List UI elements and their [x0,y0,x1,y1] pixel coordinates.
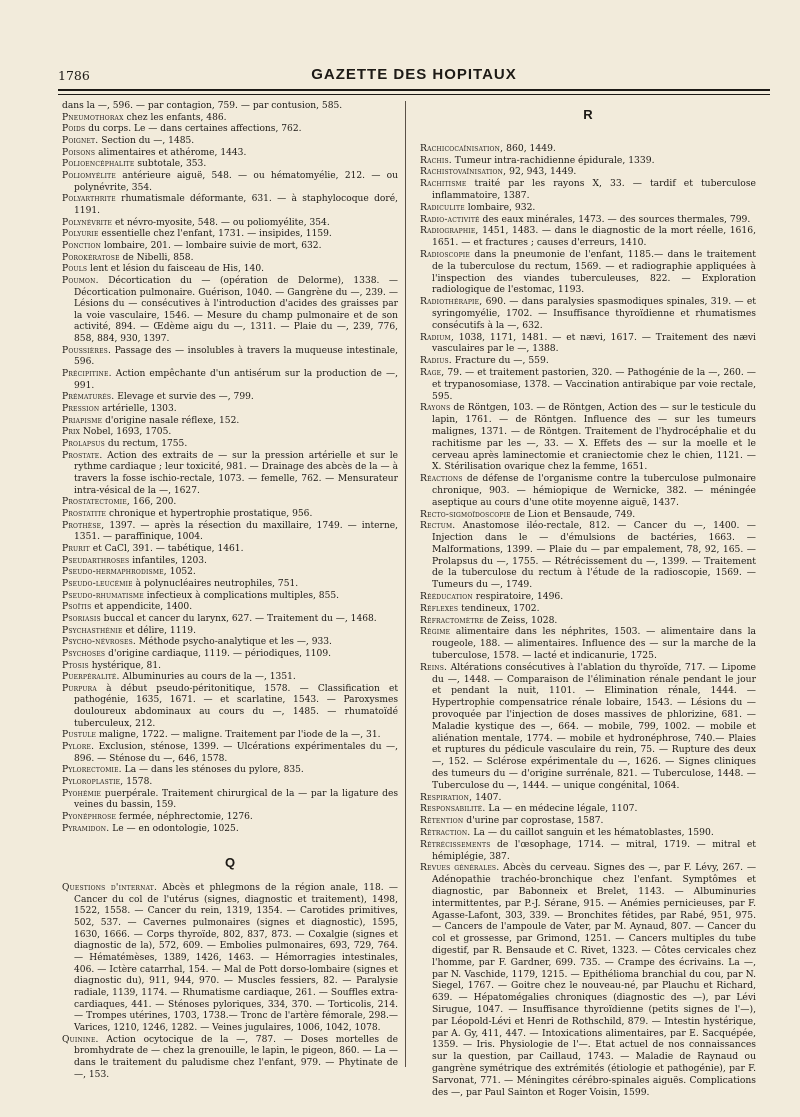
column-divider [405,101,406,1067]
entry-text: dans la pneumonie de l'enfant, 1185.— dans le traitement de la tuberculose du rectum, 1569. — et radiographie appliquées à l'inspection des viandes tuberculeuses, 822. — Exploration radiologique de l'estomac, 1193. [432,248,756,296]
entry-keyword: Rayons [420,402,451,414]
entry-text: du rectum, 1755. [105,439,188,450]
entry-keyword: Pression [62,404,100,415]
entry-text: Méthode psycho-analytique et les —, 933. [136,637,332,648]
entry-text: lombaire, 932. [464,201,536,213]
entry-keyword: Psoïtis [62,602,92,613]
index-entry [62,194,398,217]
entry-text: d'origine nasale réflexe, 152. [102,415,240,426]
index-entry [420,662,756,792]
entry-keyword: Réflexes [420,602,459,614]
entry-text: de Röntgen, 103. — de Röntgen, Action des — sur le testicule du lapin, 1761. — de Röntgen. Influence des — sur les tumeurs malignes, 1371. — de Röntgen. Traitement de l'hydrocéphalie et du rachitisme par les —, 33. — X. Effets des — sur la moelle et le cerveau après laminectomie et craniectomie chez le chien, 1121. — X. Stérilisation ovarique chez la femme, 1651. [432,402,756,473]
index-entry [62,883,398,1035]
index-entry [420,202,756,214]
index-entry [62,544,398,556]
index-entry [420,862,756,1098]
header-rule-thick [58,89,770,91]
right-entries [420,143,756,1099]
index-entry [420,296,756,331]
index-entry [62,626,398,638]
entry-keyword: Pyramidon. [62,823,110,834]
entry-keyword: Poussières. [62,345,112,356]
index-entry [62,124,398,136]
entry-text: 860, 1449. [503,142,556,154]
index-entry [62,427,398,439]
index-entry [62,509,398,521]
entry-keyword: Pyohémie [62,788,102,799]
entry-text: et appendicite, 1400. [91,602,193,613]
entry-keyword: Prématurés. [62,392,115,403]
entry-text: de Lion et Bensaude, 749. [510,508,636,520]
index-entry [420,615,756,627]
index-entry [420,166,756,178]
entry-text: Action empêchante d'un antisérum sur la production de —, 991. [74,369,398,391]
entry-text: Action ocytocique de la —, 787. — Doses mortelles de bromhydrate de — chez la grenouille, le lapin, le pigeon, 860. — La — dans le traitement du paludisme chez l'enfant, 979. — Phytinate de —, 153. [74,1034,398,1080]
index-entry [62,404,398,416]
entry-keyword: Ptosis [62,660,89,671]
entry-keyword: Respiration, [420,791,473,803]
index-entry [62,661,398,673]
entry-text: infantiles, 1203. [129,555,207,566]
index-entry [420,792,756,804]
entry-text: Nobel, 1693, 1705. [80,427,172,438]
entry-text: 92, 943, 1449. [506,166,577,178]
running-title: GAZETTE DES HOPITAUX [311,66,517,83]
entry-keyword: Recto-sigmoïdoscopie [420,508,511,520]
entry-keyword: Radio-activité [420,213,480,225]
entry-text: des eaux minérales, 1473. — des sources thermales, 799. [479,213,751,225]
entry-keyword: Radius. [420,355,452,367]
index-entry [420,520,756,591]
entry-keyword: Régime [420,626,451,638]
index-entry [62,556,398,568]
section-heading-r: R [583,107,593,122]
entry-text: Abcès du cerveau. Signes des —, par F. Lévy, 267. — Adénopathie trachéo-bronchique chez l'enfant. Symptômes et diagnostic, par Babonneix et Brelet, 1143. — Albuminuries intermittentes, par P.-J. Sérane, 915. — Anémies pernicieuses, par F. Agasse-Lafont, 303, 339. — Bronchites fétides, par Rabé, 951, 975. — Cancers de l'ampoule de Vater, par M. Aynaud, 807. — Cancer du col et grossesse, par Grimond, 1251. — Cancers multiples du tube digestif, par R. Bensaude et C. Rivet, 1323. — Côtes cervicales chez l'homme, par F. Gardner, 699. 735. — Crampe des écrivains. La —, par N. Vaschide, 1179, 1215. — Epithélioma branchial du cou, par N. Siegel, 1767. — Goitre chez le nouveau-né, par Plauchu et Richard, 639. — Hépatomégalies chroniques (diagnostic des —), par Lévi Sirugue, 1047. — Insuffisance thyroïdienne (petits signes de l'—), par Léopold-Lévi et Henri de Rothschild, 879. — Intestin hystérique, par A. Gy, 411, 447. — Intoxications alimentaires, par E. Sacquépée, 1359. — Iris. Physiologie de l'—. Etat actuel de nos connaissances sur la question, par Caillaud, 1743. — Maladie de Raynaud ou gangrène symétrique des extrémités (étiologie et pathogénie), par F. Sarvonat, 771. — Méningites cérébro-spinales aiguës. Complications des —, par Paul Sainton et Roger Voisin, 1599. [432,862,757,1098]
entry-text: hystérique, 81. [88,660,161,671]
entry-keyword: Rachicocaïnisation, [420,142,504,154]
entry-text: alimentaire dans les néphrites, 1503. — alimentaire dans la rougeole, 188. — alimentaires. Influence des — sur la marche de la tuberculose, 1578. — lacté et indicanurie, 1725. [432,626,756,662]
left-entries [62,101,398,835]
index-entry [420,603,756,615]
entry-keyword: Ponction [62,240,102,251]
entry-keyword: Psycho-névroses. [62,637,136,648]
entry-text: 690. — dans paralysies spasmodiques spinales, 319. — et syringomyélie, 1702. — Insuffisance thyroïdienne et rhumatismes consécutifs à la —, 632. [432,296,756,331]
entry-keyword: Rectum. [420,520,456,532]
q-entries [62,883,398,1081]
index-entry [420,402,756,473]
entry-text: Section du —, 1485. [98,135,195,146]
entry-keyword: Psychoses [62,648,106,659]
entry-text: 1052. [166,567,196,578]
entry-keyword: Poumon. [62,275,99,286]
index-entry [62,439,398,451]
entry-text: alimentaires et athérome, 1443. [95,147,247,158]
entry-keyword: Prostatite [62,508,107,519]
entry-keyword: Poignet. [62,135,99,146]
index-entry [62,765,398,777]
entry-text: chez les enfants, 486. [123,112,227,123]
entry-keyword: Polyarthrite [62,194,116,205]
entry-text: Elevage et survie des —, 799. [114,392,254,403]
entry-text: Le — en odontologie, 1025. [109,823,239,834]
entry-keyword: Pylore. [62,742,95,753]
entry-keyword: Prolapsus [62,439,105,450]
entry-text: 166, 200. [130,497,177,508]
entry-text: maligne, 1722. — maligne. Traitement par l'iode de la —, 31. [96,730,381,741]
entry-keyword: Réfractomètre [420,614,484,626]
header-rule-thin [58,94,770,95]
entry-text: et CaCl, 391. — tabétique, 1461. [89,543,244,554]
entry-keyword: Prothèse, [62,520,105,531]
entry-keyword: Responsabilité. [420,803,486,815]
index-entry [62,229,398,241]
index-entry [420,473,756,508]
entry-keyword: Prostate. [62,450,103,461]
index-entry [420,249,756,296]
entry-keyword: Radium, [420,331,454,343]
entry-keyword: Priapisme [62,415,103,426]
entry-text: à début pseudo-péritonitique, 1578. — Classification et pathogénie, 1635, 1671. — et scarlatine, 1543. — Paroxysmes douloureux abdominaux au cours du —, 1485. — rhumatoïdé tuberculeux, 212. [74,683,398,729]
entry-text: Albuminuries au cours de la —, 1351. [119,672,296,683]
entry-keyword: Quinine. [62,1034,99,1045]
entry-keyword: Pseudo-hermaphrodisme, [62,567,167,578]
entry-keyword: Poliomyélite [62,170,116,181]
entry-keyword: Purpura [62,683,97,694]
entry-text: traité par les rayons X, 33. — tardif et tuberculose inflammatoire, 1387. [432,178,756,201]
right-column [420,101,756,1098]
index-entry [62,264,398,276]
index-entry [420,626,756,661]
index-entry [62,824,398,836]
entry-text: Abcès et phlegmons de la région anale, 118. — Cancer du col de l'utérus (signes, diagnostic et traitement), 1498, 1522, 1558. — Cancer du rein, 1319, 1354. — Carotides primitives, 502, 537. — Cavernes pulmonaires (signes et diagnostic), 1595, 1630, 1666. — Corps thyroïde, 802, 837, 873. — Coxalgie (signes et diagnostic de la), 572, 609. — Embolies pulmonaires, 693, 729, 764. — Hématémèses, 1389, 1426, 1463. — Hémorragies intestinales, 406. — Ictère catarrhal, 154. — Mal de Pott dorso-lombaire (signes et diagnostic du), 911, 944, 970. — Muscles fessiers, 82. — Paralysie radiale, 1139, 1174. — Rhumatisme cardiaque, 261. — Souffles extra-cardiaques, 441. — Sténoses pyloriques, 334, 370. — Torticolis, 214. — Trompes utérines, 1703, 1738.— Tronc de l'artère fémorale, 298.— Varices, 1210, 1246, 1282. — Veines jugulaires, 1006, 1042, 1078. [74,883,398,1033]
entry-keyword: Polynévrite [62,217,113,228]
page-number: 1786 [58,68,90,83]
entry-keyword: Rage, [420,366,445,378]
index-entry [62,253,398,265]
index-entry [62,171,398,194]
index-entry [420,839,756,863]
entry-keyword: Radiculite [420,201,465,213]
index-entry [62,392,398,404]
index-entry [420,178,756,202]
entry-text: de l'œsophage, 1714. — mitral, 1719. — mitral et hémiplégie, 387. [432,838,756,862]
index-entry [62,148,398,160]
entry-keyword: Polyurie [62,229,99,240]
entry-keyword: Pustule [62,730,97,741]
entry-keyword: Poids [62,124,86,135]
entry-text: antérieure aiguë, 548. — ou hématomyélie, 212. — ou polynévrite, 354. [74,170,398,193]
entry-text: Action des extraits de — sur la pression artérielle et sur le rythme cardiaque ; leur toxicité, 981. — Drainage des abcès de la — à travers la fosse ischio-rectale, 1073. — femelle, 762. — Mensurateur intra-vésical de la —, 1627. [74,450,398,496]
entry-text: Tumeur intra-rachidienne épidurale, 1339. [451,154,655,166]
entry-text: La — du caillot sanguin et les hématoblastes, 1590. [470,827,714,839]
entry-text: 1397. — après la résection du maxillaire, 1749. — interne, 1351. — paraffinique, 1004. [74,520,398,543]
index-entry [62,113,398,125]
entry-text: rhumatismale déformante, 631. — à staphylocoque doré, 1191. [74,194,398,216]
entry-text: de Zeiss, 1028. [483,614,558,626]
entry-text: lombaire, 201. — lombaire suivie de mort, 632. [101,240,322,251]
entry-keyword: Rachitisme [420,178,467,190]
entry-text: essentielle chez l'enfant, 1731. — insipides, 1159. [98,229,332,240]
entry-text: lent et lésion du faisceau de His, 140. [87,264,265,275]
index-entry [62,730,398,742]
index-entry [62,684,398,731]
entry-text: du corps. Le — dans certaines affections, 762. [85,124,302,135]
entry-keyword: Rétention [420,815,464,827]
entry-text: buccal et cancer du larynx, 627. — Traitement du —, 1468. [100,613,377,624]
entry-keyword: Revues générales. [420,862,500,874]
index-entry [62,602,398,614]
index-entry [420,332,756,356]
entry-keyword: Pseudarthroses [62,555,130,566]
entry-text: et délire, 1119. [122,625,196,636]
entry-keyword: Pseudo-rhumatisme [62,590,144,601]
entry-keyword: Radioscopie [420,248,470,260]
entry-keyword: Psoriasis [62,613,101,624]
entry-keyword: Rachis. [420,154,452,166]
entry-keyword: Prix [62,427,81,438]
entry-keyword: Reins. [420,661,448,673]
entry-text: 1578. [123,777,153,788]
entry-text: Exclusion, sténose, 1399. — Ulcérations expérimentales du —, 896. — Sténose du —, 646, 1578. [74,742,398,764]
entry-keyword: Rachistovaïnisation, [420,166,507,178]
entry-text: subtotale, 353. [134,159,207,170]
entry-keyword: Réactions [420,473,463,485]
index-entry [420,225,756,249]
index-entry [62,497,398,509]
index-entry [62,789,398,812]
entry-text: chronique et hypertrophie prostatique, 956. [106,508,313,519]
index-entry [62,777,398,789]
index-entry [420,591,756,603]
entry-text: et névro-myosite, 548. — ou poliomyélite, 354. [112,217,330,228]
index-entry [62,136,398,148]
entry-text: La — dans les sténoses du pylore, 835. [121,765,304,776]
entry-text: 1038, 1171, 1481. — et nævi, 1617. — Traitement des nævi vasculaires par le —, 1388. [432,331,756,355]
entry-text: Fracture du —, 559. [451,355,549,367]
entry-text: fermée, néphrectomie, 1276. [116,812,253,823]
index-entry [420,355,756,367]
index-entry [62,649,398,661]
entry-keyword: Prurit [62,543,90,554]
index-entry [62,812,398,824]
entry-keyword: Précipitine. [62,369,112,380]
entry-text: dans la —, 596. — par contagion, 759. — par contusion, 585. [62,101,343,111]
left-column [62,101,398,1081]
entry-text: d'origine cardiaque, 1119. — périodiques, 1109. [105,648,332,659]
entry-text: Décortication du — (opération de Delorme), 1338. — Décortication pulmonaire. Guérison, 1040. — Gangrène du —, 239. — Lésions du — consécutives à l'introduction d'acides des graisses par la voie vasculaire, 1546. — Mesure du champ pulmonaire et de son activité, 894. — Œdème aigu du —, 1311. — Plaie du —, 239, 776, 858, 884, 930, 1397. [74,275,398,345]
entry-keyword: Pylorectomie. [62,765,122,776]
index-entry [62,1035,398,1082]
index-entry [420,803,756,815]
index-entry [420,143,756,155]
entry-keyword: Poisons [62,147,96,158]
index-entry [62,637,398,649]
entry-text: 1407. [472,791,502,803]
index-entry [62,218,398,230]
entry-text: infectieux à complications multiples, 855. [143,590,340,601]
entry-text: Altérations consécutives à l'ablation du thyroïde, 717. — Lipome du —, 1448. — Comparaison de l'élimination rénale pendant le jour et pendant la nuit, 1101. — Elimination rénale, 1444. — Hypertrophie compensatrice rénale lobaire, 1543. — Lésions du — provoquée par l'injection de doses massives de phlorizine, 681. — Maladie kystique des —, 664. — mobile, 799, 1002. — mobile et aliénation mentale, 1774. — mobile et hydronéphrose, 740.— Plaies et ruptures du pédicule vasculaire du rein, 75. — Rupture des deux —, 152. — Sclérose expérimentale du —, 1626. — Signes cliniques des tumeurs du — d'origine surrénale, 821. — Tuberculose, 1448. — Tuberculose du —, 1444. — unique congénital, 1064. [432,661,756,791]
entry-text: respiratoire, 1496. [472,591,564,603]
index-entry [62,614,398,626]
entry-keyword: Porokératose [62,252,120,263]
entry-text: puerpérale. Traitement chirurgical de la — par la ligature des veines du bassin, 159. [74,788,398,811]
entry-keyword: Rétraction. [420,827,471,839]
entry-keyword: Pyonéphrose [62,812,117,823]
entry-keyword: Radiothérapie, [420,296,483,308]
page-header [58,62,770,88]
index-entry [62,579,398,591]
index-entry [62,672,398,684]
entry-keyword: Puerpéralité. [62,672,120,683]
index-entry [62,369,398,392]
index-entry [62,159,398,171]
index-entry [62,521,398,544]
entry-keyword: Prostatectomie, [62,497,131,508]
index-entry [420,155,756,167]
entry-text: La — en médecine légale, 1107. [485,803,638,815]
entry-text: d'urine par coprostase, 1587. [463,815,604,827]
index-entry [62,346,398,369]
entry-keyword: Rééducation [420,591,473,603]
entry-keyword: Pouls [62,264,88,275]
index-entry [62,451,398,498]
index-entry [420,815,756,827]
index-entry [62,241,398,253]
entry-text: Anastomose iléo-rectale, 812. — Cancer du —, 1400. — Injection dans le — d'émulsions de bactéries, 1663. — Malformations, 1399. — Plaie du — par empalement, 78, 92, 165. — Prolapsus du —, 1755. — Rétrécissement du —, 1399. — Traitement de la tuberculose du rectum à l'étude de la radioscopie, 1569. — Tumeurs du —, 1749. [432,520,756,591]
entry-keyword: Pyloroplastie, [62,777,124,788]
index-entry [420,827,756,839]
entry-keyword: Radiographie, [420,225,479,237]
index-entry [62,101,398,113]
entry-text: 1451, 1483. — dans le diagnostic de la mort réelle, 1616, 1651. — et fractures ; causes d'erreurs, 1410. [432,225,756,249]
index-entry [62,416,398,428]
index-entry [62,742,398,765]
index-entry [62,276,398,346]
entry-keyword: Polioencéphalite [62,159,135,170]
entry-text: artérielle, 1303. [99,404,177,415]
entry-text: Passage des — insolubles à travers la muqueuse intestinale, 596. [74,345,398,368]
index-entry [420,367,756,402]
entry-keyword: Questions d'internat. [62,883,158,893]
section-heading-q: Q [224,855,236,871]
index-entry [62,567,398,579]
entry-text: de Nibelli, 858. [119,252,194,263]
entry-keyword: Rétrécissements [420,838,491,850]
index-entry [420,214,756,226]
entry-keyword: Psychasthénie [62,625,123,636]
entry-keyword: Pneumothorax [62,112,124,123]
entry-text: 79. — et traitement pastorien, 320. — Pathogénie de la —, 260. — et trypanosomiase, 1378. — Vaccination antirabique par voie rectale, 595. [432,366,756,402]
entry-keyword: Pseudo-leucémie [62,578,133,589]
entry-text: tendineux, 1702. [458,602,540,614]
index-entry [420,509,756,521]
entry-text: de défense de l'organisme contre la tuberculose pulmonaire chronique, 903. — hémiopique de Wernicke, 382. — méningée aseptique au cours d'une otite moyenne aiguë, 1437. [432,473,756,508]
entry-text: à polynucléaires neutrophiles, 751. [132,578,299,589]
index-entry [62,591,398,603]
